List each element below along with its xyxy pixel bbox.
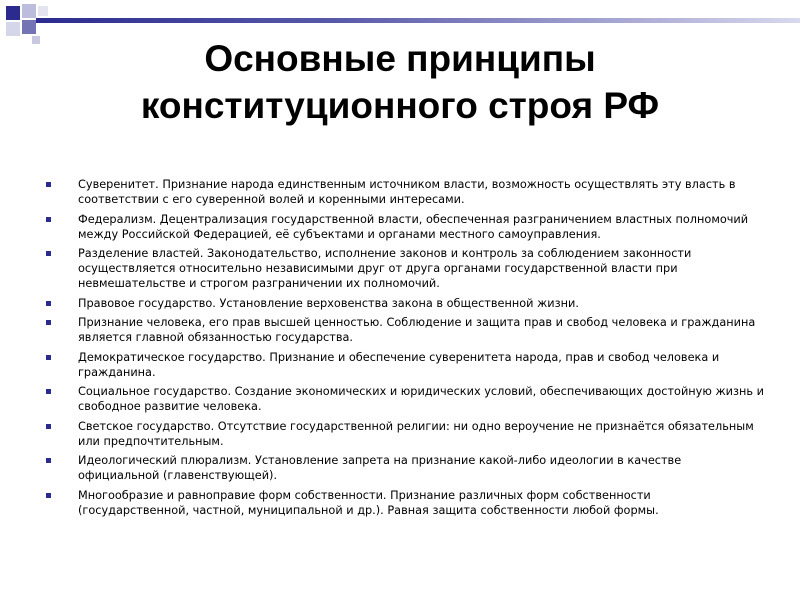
list-item: [44, 350, 764, 380]
list-item-text: Социальное государство. Создание экономических и юридических условий, обеспечивающих достойную жизнь и свободное развитие человека.: [78, 385, 764, 413]
header-gradient-bar: [36, 18, 800, 23]
square-bullet-icon: [46, 355, 51, 360]
square-bullet-icon: [46, 320, 51, 325]
slide-title-line-1: Основные принципы: [204, 38, 596, 79]
list-item: [44, 212, 764, 242]
list-item: [44, 315, 764, 345]
list-item-text: Федерализм. Децентрализация государственной власти, обеспеченная разграничением властных полномочий между Российской Федерацией, её субъектами и органами местного самоуправления.: [78, 212, 749, 241]
list-item: [44, 453, 764, 483]
list-item-text: Демократическое государство. Признание и обеспечение суверенитета народа, прав и свобод человека и гражданина.: [78, 350, 720, 379]
list-item-text: Идеологический плюрализм. Установление запрета на признание какой-либо идеологии в качестве официальной (главенствующей).: [78, 454, 682, 482]
list-item-text: Многообразие и равноправие форм собственности. Признание различных форм собственности (государственной, частной, муниципальной и др.). Равная защита собственности любой формы.: [78, 488, 659, 517]
list-item: [44, 246, 764, 291]
decorative-square: [6, 6, 20, 20]
decorative-square: [22, 4, 36, 18]
list-item: [44, 177, 764, 207]
slide-title: [20, 35, 780, 129]
list-item-text: Разделение властей. Законодательство, исполнение законов и контроль за соблюдением законности осуществляется относительно независимыми друг от друга органами государственной власти при невмешательстве и строгом разграничении их полномочий.: [78, 247, 692, 290]
square-bullet-icon: [46, 217, 51, 222]
square-bullet-icon: [46, 389, 51, 394]
decorative-square: [22, 20, 36, 34]
square-bullet-icon: [46, 301, 51, 306]
square-bullet-icon: [46, 251, 51, 256]
square-bullet-icon: [46, 424, 51, 429]
principles-list: [44, 177, 764, 522]
list-item: [44, 488, 764, 518]
list-item-text: Светское государство. Отсутствие государственной религии: ни одно вероучение не признаётся обязательным или предпочтительным.: [78, 419, 754, 448]
list-item: [44, 384, 764, 414]
list-item: [44, 419, 764, 449]
square-bullet-icon: [46, 458, 51, 463]
decorative-square: [38, 6, 48, 16]
decorative-square: [6, 22, 20, 36]
list-item: [44, 296, 764, 311]
slide-title-line-2: конституционного строя РФ: [140, 85, 660, 126]
square-bullet-icon: [46, 182, 51, 187]
list-item-text: Правовое государство. Установление верховенства закона в общественной жизни.: [78, 296, 579, 310]
list-item-text: Признание человека, его прав высшей ценностью. Соблюдение и защита прав и свобод человека и гражданина является главной обязанностью государства.: [78, 316, 756, 344]
list-item-text: Суверенитет. Признание народа единственным источником власти, возможность осуществлять эту власть в соответствии с его суверенной волей и коренными интересами.: [78, 178, 736, 206]
square-bullet-icon: [46, 493, 51, 498]
